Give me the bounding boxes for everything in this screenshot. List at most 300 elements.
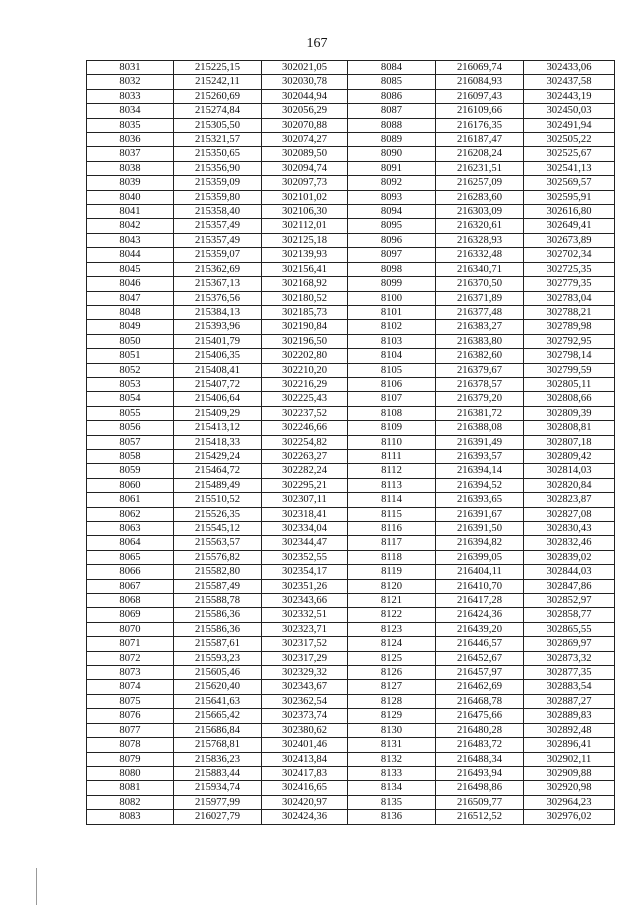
cell-y-coordinate: 302896,41 xyxy=(524,738,615,752)
cell-point-number: 8077 xyxy=(87,723,174,737)
cell-y-coordinate: 302282,24 xyxy=(262,464,348,478)
cell-point-number: 8084 xyxy=(348,61,436,75)
cell-x-coordinate: 216283,60 xyxy=(436,190,524,204)
cell-y-coordinate: 302343,66 xyxy=(262,594,348,608)
cell-x-coordinate: 215686,84 xyxy=(174,723,262,737)
cell-x-coordinate: 216097,43 xyxy=(436,89,524,103)
cell-point-number: 8044 xyxy=(87,248,174,262)
cell-y-coordinate: 302649,41 xyxy=(524,219,615,233)
cell-x-coordinate: 215367,13 xyxy=(174,277,262,291)
cell-y-coordinate: 302044,94 xyxy=(262,89,348,103)
cell-point-number: 8060 xyxy=(87,478,174,492)
cell-y-coordinate: 302380,62 xyxy=(262,723,348,737)
cell-x-coordinate: 215358,40 xyxy=(174,205,262,219)
table-row xyxy=(87,550,615,564)
cell-y-coordinate: 302354,17 xyxy=(262,565,348,579)
cell-y-coordinate: 302450,03 xyxy=(524,104,615,118)
cell-point-number: 8116 xyxy=(348,522,436,536)
cell-point-number: 8065 xyxy=(87,550,174,564)
cell-y-coordinate: 302362,54 xyxy=(262,694,348,708)
cell-y-coordinate: 302847,86 xyxy=(524,579,615,593)
cell-x-coordinate: 215545,12 xyxy=(174,522,262,536)
cell-point-number: 8069 xyxy=(87,608,174,622)
cell-y-coordinate: 302351,26 xyxy=(262,579,348,593)
cell-y-coordinate: 302413,84 xyxy=(262,752,348,766)
cell-y-coordinate: 302180,52 xyxy=(262,291,348,305)
cell-y-coordinate: 302858,77 xyxy=(524,608,615,622)
cell-y-coordinate: 302139,93 xyxy=(262,248,348,262)
cell-point-number: 8092 xyxy=(348,176,436,190)
cell-point-number: 8132 xyxy=(348,752,436,766)
cell-point-number: 8118 xyxy=(348,550,436,564)
table-row xyxy=(87,694,615,708)
cell-x-coordinate: 215588,78 xyxy=(174,594,262,608)
cell-point-number: 8050 xyxy=(87,334,174,348)
cell-point-number: 8111 xyxy=(348,449,436,463)
cell-x-coordinate: 215934,74 xyxy=(174,781,262,795)
cell-y-coordinate: 302616,80 xyxy=(524,205,615,219)
cell-y-coordinate: 302820,84 xyxy=(524,478,615,492)
cell-y-coordinate: 302343,67 xyxy=(262,680,348,694)
cell-y-coordinate: 302416,65 xyxy=(262,781,348,795)
table-row xyxy=(87,680,615,694)
cell-y-coordinate: 302808,81 xyxy=(524,421,615,435)
table-row xyxy=(87,493,615,507)
cell-x-coordinate: 215384,13 xyxy=(174,305,262,319)
table-row xyxy=(87,565,615,579)
cell-y-coordinate: 302190,84 xyxy=(262,320,348,334)
table-row xyxy=(87,795,615,809)
cell-point-number: 8091 xyxy=(348,161,436,175)
cell-point-number: 8123 xyxy=(348,622,436,636)
cell-point-number: 8127 xyxy=(348,680,436,694)
table-row xyxy=(87,118,615,132)
cell-point-number: 8104 xyxy=(348,349,436,363)
cell-point-number: 8055 xyxy=(87,406,174,420)
table-row xyxy=(87,89,615,103)
cell-point-number: 8078 xyxy=(87,738,174,752)
cell-x-coordinate: 216027,79 xyxy=(174,810,262,824)
cell-point-number: 8121 xyxy=(348,594,436,608)
cell-y-coordinate: 302909,88 xyxy=(524,766,615,780)
cell-y-coordinate: 302433,06 xyxy=(524,61,615,75)
cell-y-coordinate: 302417,83 xyxy=(262,766,348,780)
cell-x-coordinate: 215586,36 xyxy=(174,608,262,622)
cell-point-number: 8052 xyxy=(87,363,174,377)
cell-point-number: 8113 xyxy=(348,478,436,492)
cell-y-coordinate: 302702,34 xyxy=(524,248,615,262)
cell-x-coordinate: 216069,74 xyxy=(436,61,524,75)
cell-x-coordinate: 215429,24 xyxy=(174,449,262,463)
cell-y-coordinate: 302202,80 xyxy=(262,349,348,363)
cell-point-number: 8071 xyxy=(87,637,174,651)
cell-y-coordinate: 302437,58 xyxy=(524,75,615,89)
cell-point-number: 8031 xyxy=(87,61,174,75)
cell-x-coordinate: 215357,49 xyxy=(174,233,262,247)
cell-x-coordinate: 216370,50 xyxy=(436,277,524,291)
cell-y-coordinate: 302525,67 xyxy=(524,147,615,161)
cell-x-coordinate: 215321,57 xyxy=(174,133,262,147)
table-row xyxy=(87,233,615,247)
cell-x-coordinate: 215836,23 xyxy=(174,752,262,766)
cell-y-coordinate: 302106,30 xyxy=(262,205,348,219)
cell-x-coordinate: 215576,82 xyxy=(174,550,262,564)
cell-point-number: 8073 xyxy=(87,666,174,680)
cell-y-coordinate: 302839,02 xyxy=(524,550,615,564)
cell-x-coordinate: 215407,72 xyxy=(174,377,262,391)
cell-y-coordinate: 302873,32 xyxy=(524,651,615,665)
cell-y-coordinate: 302373,74 xyxy=(262,709,348,723)
cell-y-coordinate: 302976,02 xyxy=(524,810,615,824)
table-row xyxy=(87,176,615,190)
cell-y-coordinate: 302852,97 xyxy=(524,594,615,608)
cell-x-coordinate: 216176,35 xyxy=(436,118,524,132)
cell-x-coordinate: 216393,57 xyxy=(436,449,524,463)
table-row xyxy=(87,594,615,608)
cell-x-coordinate: 216462,69 xyxy=(436,680,524,694)
cell-y-coordinate: 302830,43 xyxy=(524,522,615,536)
table-row xyxy=(87,738,615,752)
cell-point-number: 8094 xyxy=(348,205,436,219)
cell-x-coordinate: 216391,50 xyxy=(436,522,524,536)
cell-x-coordinate: 215883,44 xyxy=(174,766,262,780)
cell-x-coordinate: 216340,71 xyxy=(436,262,524,276)
cell-x-coordinate: 215359,07 xyxy=(174,248,262,262)
cell-y-coordinate: 302332,51 xyxy=(262,608,348,622)
table-row xyxy=(87,104,615,118)
cell-point-number: 8053 xyxy=(87,377,174,391)
cell-y-coordinate: 302030,78 xyxy=(262,75,348,89)
cell-y-coordinate: 302317,29 xyxy=(262,651,348,665)
cell-x-coordinate: 216475,66 xyxy=(436,709,524,723)
cell-point-number: 8048 xyxy=(87,305,174,319)
cell-y-coordinate: 302832,46 xyxy=(524,536,615,550)
cell-x-coordinate: 215418,33 xyxy=(174,435,262,449)
cell-y-coordinate: 302196,50 xyxy=(262,334,348,348)
cell-x-coordinate: 216498,86 xyxy=(436,781,524,795)
table-row xyxy=(87,723,615,737)
cell-x-coordinate: 216388,08 xyxy=(436,421,524,435)
cell-y-coordinate: 302883,54 xyxy=(524,680,615,694)
cell-point-number: 8126 xyxy=(348,666,436,680)
cell-x-coordinate: 216417,28 xyxy=(436,594,524,608)
table-row xyxy=(87,161,615,175)
table-row xyxy=(87,75,615,89)
cell-x-coordinate: 215359,09 xyxy=(174,176,262,190)
cell-y-coordinate: 302246,66 xyxy=(262,421,348,435)
cell-x-coordinate: 216391,49 xyxy=(436,435,524,449)
cell-x-coordinate: 215620,40 xyxy=(174,680,262,694)
cell-x-coordinate: 216452,67 xyxy=(436,651,524,665)
cell-point-number: 8032 xyxy=(87,75,174,89)
cell-x-coordinate: 216303,09 xyxy=(436,205,524,219)
cell-x-coordinate: 216399,05 xyxy=(436,550,524,564)
cell-x-coordinate: 215510,52 xyxy=(174,493,262,507)
cell-y-coordinate: 302307,11 xyxy=(262,493,348,507)
cell-point-number: 8090 xyxy=(348,147,436,161)
cell-x-coordinate: 216493,94 xyxy=(436,766,524,780)
cell-point-number: 8107 xyxy=(348,392,436,406)
cell-y-coordinate: 302056,29 xyxy=(262,104,348,118)
table-row xyxy=(87,781,615,795)
cell-x-coordinate: 215356,90 xyxy=(174,161,262,175)
cell-y-coordinate: 302964,23 xyxy=(524,795,615,809)
cell-y-coordinate: 302070,88 xyxy=(262,118,348,132)
cell-x-coordinate: 215464,72 xyxy=(174,464,262,478)
table-row xyxy=(87,406,615,420)
cell-point-number: 8059 xyxy=(87,464,174,478)
cell-x-coordinate: 215593,23 xyxy=(174,651,262,665)
cell-y-coordinate: 302809,39 xyxy=(524,406,615,420)
cell-y-coordinate: 302505,22 xyxy=(524,133,615,147)
cell-point-number: 8081 xyxy=(87,781,174,795)
cell-point-number: 8049 xyxy=(87,320,174,334)
cell-y-coordinate: 302844,03 xyxy=(524,565,615,579)
cell-x-coordinate: 216480,28 xyxy=(436,723,524,737)
cell-point-number: 8080 xyxy=(87,766,174,780)
cell-x-coordinate: 215406,35 xyxy=(174,349,262,363)
cell-point-number: 8068 xyxy=(87,594,174,608)
cell-x-coordinate: 216439,20 xyxy=(436,622,524,636)
table-row xyxy=(87,421,615,435)
cell-y-coordinate: 302094,74 xyxy=(262,161,348,175)
cell-y-coordinate: 302210,20 xyxy=(262,363,348,377)
table-row xyxy=(87,377,615,391)
cell-x-coordinate: 216404,11 xyxy=(436,565,524,579)
cell-point-number: 8122 xyxy=(348,608,436,622)
cell-point-number: 8056 xyxy=(87,421,174,435)
cell-point-number: 8043 xyxy=(87,233,174,247)
cell-point-number: 8076 xyxy=(87,709,174,723)
cell-point-number: 8057 xyxy=(87,435,174,449)
cell-y-coordinate: 302344,47 xyxy=(262,536,348,550)
cell-y-coordinate: 302334,04 xyxy=(262,522,348,536)
table-row xyxy=(87,507,615,521)
cell-y-coordinate: 302869,97 xyxy=(524,637,615,651)
cell-point-number: 8100 xyxy=(348,291,436,305)
table-row xyxy=(87,637,615,651)
cell-point-number: 8054 xyxy=(87,392,174,406)
cell-y-coordinate: 302352,55 xyxy=(262,550,348,564)
page-number: 167 xyxy=(306,36,328,51)
cell-point-number: 8124 xyxy=(348,637,436,651)
cell-point-number: 8079 xyxy=(87,752,174,766)
table-row xyxy=(87,464,615,478)
cell-point-number: 8075 xyxy=(87,694,174,708)
table-row xyxy=(87,752,615,766)
cell-point-number: 8102 xyxy=(348,320,436,334)
cell-x-coordinate: 216377,48 xyxy=(436,305,524,319)
table-row xyxy=(87,133,615,147)
cell-y-coordinate: 302789,98 xyxy=(524,320,615,334)
table-row xyxy=(87,622,615,636)
cell-point-number: 8131 xyxy=(348,738,436,752)
cell-x-coordinate: 216257,09 xyxy=(436,176,524,190)
cell-x-coordinate: 215586,36 xyxy=(174,622,262,636)
cell-point-number: 8067 xyxy=(87,579,174,593)
table-row xyxy=(87,608,615,622)
cell-point-number: 8105 xyxy=(348,363,436,377)
table-row xyxy=(87,435,615,449)
cell-y-coordinate: 302827,08 xyxy=(524,507,615,521)
cell-y-coordinate: 302254,82 xyxy=(262,435,348,449)
cell-point-number: 8033 xyxy=(87,89,174,103)
table-row xyxy=(87,522,615,536)
cell-x-coordinate: 215641,63 xyxy=(174,694,262,708)
cell-x-coordinate: 216328,93 xyxy=(436,233,524,247)
cell-x-coordinate: 216208,24 xyxy=(436,147,524,161)
cell-x-coordinate: 216332,48 xyxy=(436,248,524,262)
cell-y-coordinate: 302295,21 xyxy=(262,478,348,492)
table-row xyxy=(87,320,615,334)
cell-x-coordinate: 216424,36 xyxy=(436,608,524,622)
table-row xyxy=(87,147,615,161)
cell-point-number: 8085 xyxy=(348,75,436,89)
cell-point-number: 8034 xyxy=(87,104,174,118)
cell-x-coordinate: 215376,56 xyxy=(174,291,262,305)
cell-x-coordinate: 216410,70 xyxy=(436,579,524,593)
cell-x-coordinate: 216394,52 xyxy=(436,478,524,492)
cell-point-number: 8110 xyxy=(348,435,436,449)
cell-x-coordinate: 216446,57 xyxy=(436,637,524,651)
cell-y-coordinate: 302798,14 xyxy=(524,349,615,363)
cell-x-coordinate: 215587,49 xyxy=(174,579,262,593)
cell-point-number: 8058 xyxy=(87,449,174,463)
cell-x-coordinate: 215401,79 xyxy=(174,334,262,348)
cell-x-coordinate: 215977,99 xyxy=(174,795,262,809)
cell-y-coordinate: 302799,59 xyxy=(524,363,615,377)
cell-point-number: 8095 xyxy=(348,219,436,233)
cell-point-number: 8070 xyxy=(87,622,174,636)
cell-point-number: 8051 xyxy=(87,349,174,363)
cell-point-number: 8040 xyxy=(87,190,174,204)
cell-x-coordinate: 216394,82 xyxy=(436,536,524,550)
cell-y-coordinate: 302569,57 xyxy=(524,176,615,190)
cell-x-coordinate: 215225,15 xyxy=(174,61,262,75)
table-row xyxy=(87,363,615,377)
cell-x-coordinate: 216371,89 xyxy=(436,291,524,305)
cell-point-number: 8114 xyxy=(348,493,436,507)
cell-point-number: 8086 xyxy=(348,89,436,103)
table-row xyxy=(87,478,615,492)
cell-point-number: 8061 xyxy=(87,493,174,507)
cell-y-coordinate: 302185,73 xyxy=(262,305,348,319)
table-row xyxy=(87,248,615,262)
cell-x-coordinate: 216320,61 xyxy=(436,219,524,233)
cell-point-number: 8108 xyxy=(348,406,436,420)
table-row xyxy=(87,277,615,291)
cell-point-number: 8128 xyxy=(348,694,436,708)
cell-x-coordinate: 215587,61 xyxy=(174,637,262,651)
cell-y-coordinate: 302814,03 xyxy=(524,464,615,478)
cell-x-coordinate: 216381,72 xyxy=(436,406,524,420)
cell-y-coordinate: 302443,19 xyxy=(524,89,615,103)
cell-y-coordinate: 302877,35 xyxy=(524,666,615,680)
cell-point-number: 8125 xyxy=(348,651,436,665)
cell-y-coordinate: 302807,18 xyxy=(524,435,615,449)
cell-y-coordinate: 302225,43 xyxy=(262,392,348,406)
table-row xyxy=(87,334,615,348)
cell-y-coordinate: 302424,36 xyxy=(262,810,348,824)
cell-x-coordinate: 215526,35 xyxy=(174,507,262,521)
cell-y-coordinate: 302401,46 xyxy=(262,738,348,752)
table-row xyxy=(87,219,615,233)
cell-y-coordinate: 302021,05 xyxy=(262,61,348,75)
cell-x-coordinate: 215489,49 xyxy=(174,478,262,492)
cell-point-number: 8064 xyxy=(87,536,174,550)
cell-point-number: 8088 xyxy=(348,118,436,132)
cell-x-coordinate: 216383,80 xyxy=(436,334,524,348)
cell-y-coordinate: 302125,18 xyxy=(262,233,348,247)
cell-y-coordinate: 302783,04 xyxy=(524,291,615,305)
cell-point-number: 8135 xyxy=(348,795,436,809)
cell-point-number: 8045 xyxy=(87,262,174,276)
cell-point-number: 8038 xyxy=(87,161,174,175)
cell-x-coordinate: 215359,80 xyxy=(174,190,262,204)
cell-y-coordinate: 302788,21 xyxy=(524,305,615,319)
cell-point-number: 8046 xyxy=(87,277,174,291)
cell-x-coordinate: 216393,65 xyxy=(436,493,524,507)
table-row xyxy=(87,810,615,824)
table-row xyxy=(87,651,615,665)
cell-point-number: 8103 xyxy=(348,334,436,348)
cell-y-coordinate: 302420,97 xyxy=(262,795,348,809)
cell-point-number: 8082 xyxy=(87,795,174,809)
table-row xyxy=(87,349,615,363)
cell-y-coordinate: 302097,73 xyxy=(262,176,348,190)
cell-x-coordinate: 215605,46 xyxy=(174,666,262,680)
table-row xyxy=(87,291,615,305)
cell-x-coordinate: 216382,60 xyxy=(436,349,524,363)
cell-y-coordinate: 302809,42 xyxy=(524,449,615,463)
cell-x-coordinate: 215350,65 xyxy=(174,147,262,161)
cell-y-coordinate: 302887,27 xyxy=(524,694,615,708)
cell-y-coordinate: 302156,41 xyxy=(262,262,348,276)
cell-x-coordinate: 216457,97 xyxy=(436,666,524,680)
cell-x-coordinate: 215274,84 xyxy=(174,104,262,118)
cell-point-number: 8136 xyxy=(348,810,436,824)
table-row xyxy=(87,579,615,593)
cell-point-number: 8097 xyxy=(348,248,436,262)
cell-point-number: 8041 xyxy=(87,205,174,219)
cell-y-coordinate: 302792,95 xyxy=(524,334,615,348)
cell-x-coordinate: 216084,93 xyxy=(436,75,524,89)
cell-y-coordinate: 302112,01 xyxy=(262,219,348,233)
cell-x-coordinate: 215362,69 xyxy=(174,262,262,276)
cell-y-coordinate: 302491,94 xyxy=(524,118,615,132)
cell-point-number: 8098 xyxy=(348,262,436,276)
cell-x-coordinate: 216468,78 xyxy=(436,694,524,708)
cell-point-number: 8093 xyxy=(348,190,436,204)
cell-y-coordinate: 302865,55 xyxy=(524,622,615,636)
cell-x-coordinate: 216512,52 xyxy=(436,810,524,824)
cell-y-coordinate: 302541,13 xyxy=(524,161,615,175)
cell-y-coordinate: 302168,92 xyxy=(262,277,348,291)
cell-point-number: 8074 xyxy=(87,680,174,694)
cell-point-number: 8101 xyxy=(348,305,436,319)
cell-y-coordinate: 302323,71 xyxy=(262,622,348,636)
cell-x-coordinate: 215357,49 xyxy=(174,219,262,233)
cell-x-coordinate: 215665,42 xyxy=(174,709,262,723)
cell-x-coordinate: 216483,72 xyxy=(436,738,524,752)
cell-x-coordinate: 215406,64 xyxy=(174,392,262,406)
cell-y-coordinate: 302318,41 xyxy=(262,507,348,521)
cell-point-number: 8119 xyxy=(348,565,436,579)
cell-point-number: 8109 xyxy=(348,421,436,435)
cell-x-coordinate: 215409,29 xyxy=(174,406,262,420)
table-row xyxy=(87,709,615,723)
cell-point-number: 8120 xyxy=(348,579,436,593)
